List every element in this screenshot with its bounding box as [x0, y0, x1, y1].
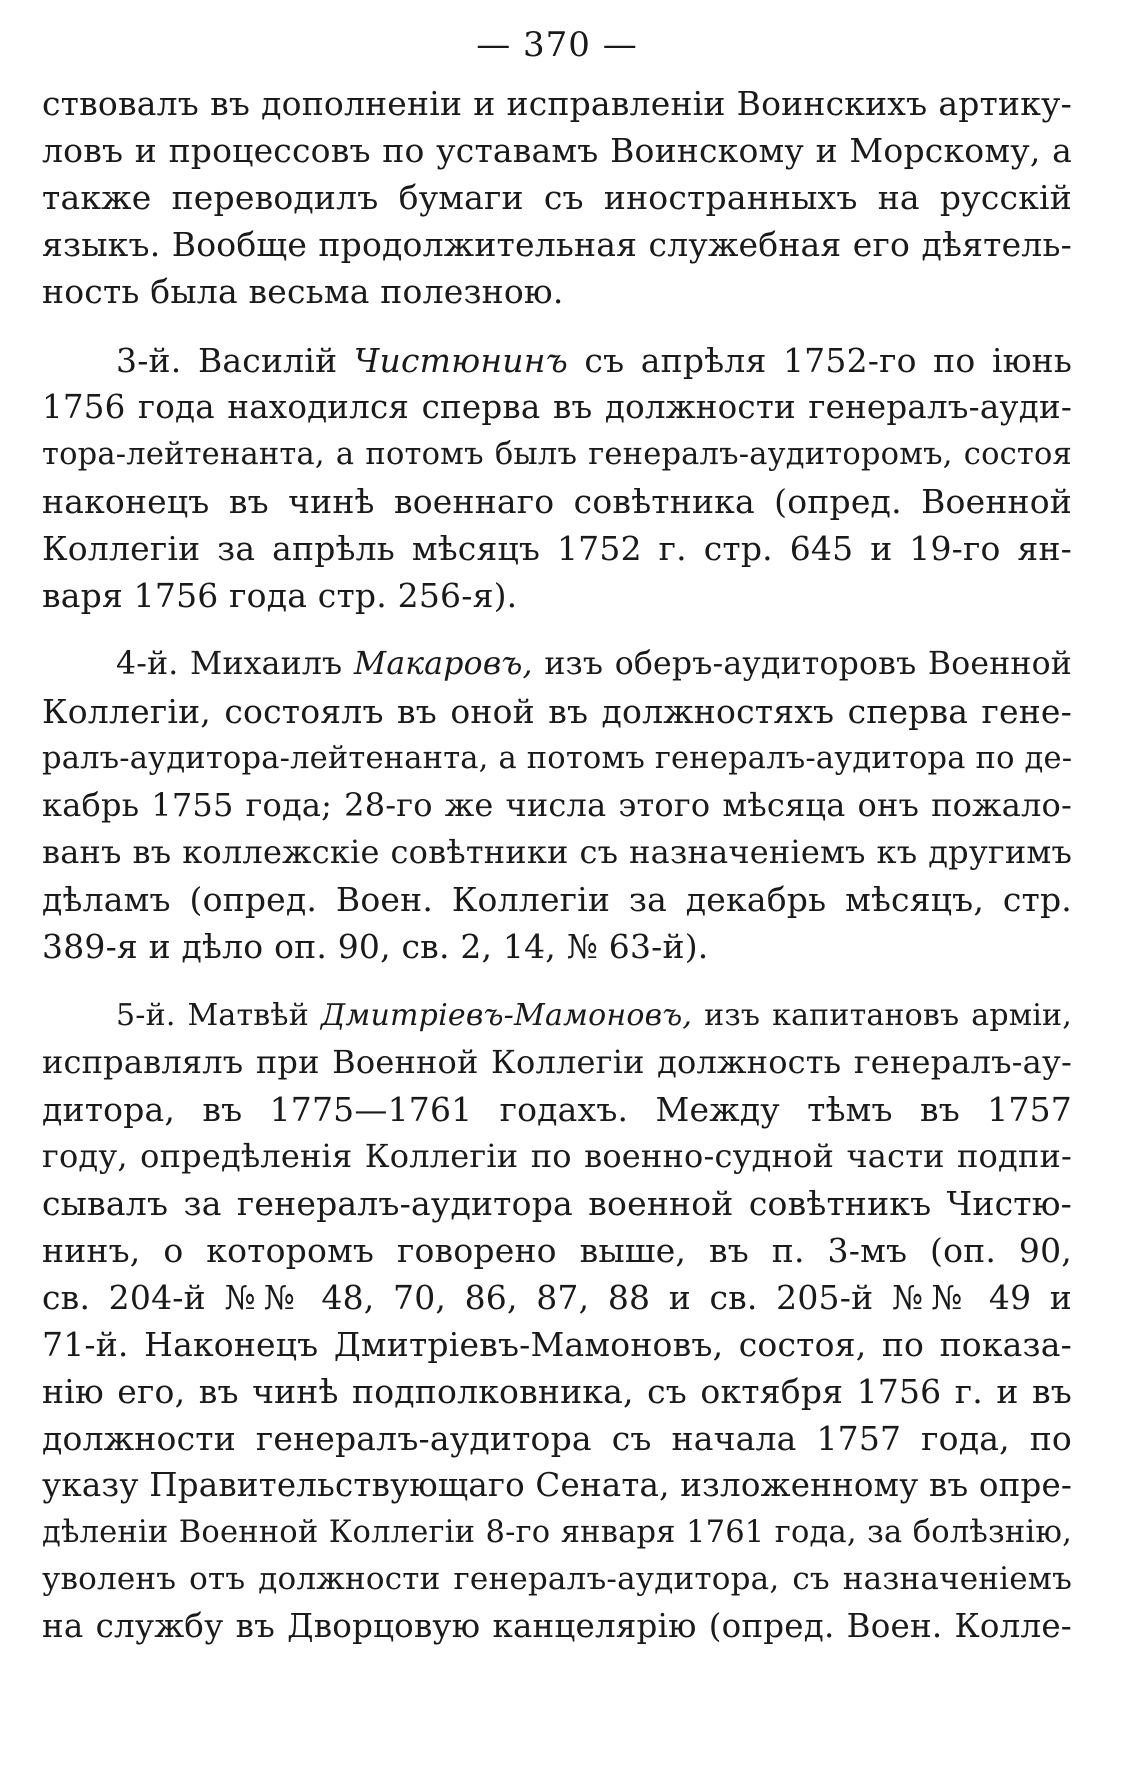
text-line: кабрь 1755 года; 28-го же числа этого мѣсяца онъ пожало- — [42, 786, 1072, 824]
text-line: ловъ и процессовъ по уставамъ Воинскому и Морскому, а — [42, 131, 1072, 170]
text-line: ствовалъ въ дополненіи и исправленіи Воинскихъ артику- — [42, 84, 1072, 123]
paragraph-3 — [42, 641, 1072, 970]
text-line: св. 204-й №№ 48, 70, 86, 87, 88 и св. 205-й №№ 49 и — [42, 1278, 1072, 1317]
text-line: наконецъ въ чинѣ военнаго совѣтника (опред. Военной — [42, 482, 1072, 521]
text-line: нинъ, о которомъ говорено выше, въ п. 3-мъ (оп. 90, — [42, 1231, 1072, 1270]
entry-number-and-given-name: 4-й. Михаилъ — [116, 646, 354, 682]
text-line-first — [42, 641, 1072, 688]
paragraph-2 — [42, 337, 1072, 619]
page-number: — 370 — — [476, 25, 638, 65]
first-line-rest: изъ капитановъ арміи, — [692, 998, 1072, 1033]
text-line: нію его, въ чинѣ подполковника, съ октября 1756 г. и въ — [42, 1372, 1072, 1411]
first-line-rest: съ апрѣля 1752-го по іюнь — [567, 341, 1073, 380]
text-line: ванъ въ коллежскіе совѣтники съ назначеніемъ къ другимъ — [42, 833, 1072, 871]
text-line: дѣленіи Военной Коллегіи 8-го января 1761 года, за болѣзнію, — [42, 1515, 1072, 1550]
text-line: также переводилъ бумаги съ иностранныхъ на русскій — [42, 178, 1072, 217]
first-line-rest: изъ оберъ-аудиторовъ Военной — [532, 646, 1072, 682]
text-line: ность была весьма полезною. — [42, 272, 564, 311]
text-line: варя 1756 года стр. 256-я). — [42, 576, 518, 615]
text-line: дѣламъ (опред. Воен. Коллегіи за декабрь мѣсяцъ, стр. — [42, 880, 1072, 919]
text-line: на службу въ Дворцовую канцелярію (опред. Воен. Колле- — [42, 1607, 1072, 1645]
text-line: году, опредѣленія Коллегіи по военно-судной части подпи- — [42, 1137, 1072, 1175]
surname-italic: Дмитріевъ-Мамоновъ, — [320, 998, 693, 1033]
text-line: ралъ-аудитора-лейтенанта, а потомъ генералъ-аудитора по де- — [42, 741, 1073, 776]
text-line: 389-я и дѣло оп. 90, св. 2, 14, № 63-й). — [42, 927, 709, 966]
text-line: должности генералъ-аудитора съ начала 1757 года, по — [42, 1419, 1072, 1458]
text-line-first — [42, 337, 1072, 384]
text-line-first — [42, 992, 1072, 1039]
paragraph-4 — [42, 992, 1072, 1650]
surname-italic: Чистюнинъ — [353, 341, 568, 380]
text-line: 1756 года находился сперва въ должности генералъ-ауди- — [42, 388, 1072, 426]
paragraph-1 — [42, 80, 1072, 315]
text-line: тора-лейтенанта, а потомъ былъ генералъ-аудиторомъ, состоя — [42, 437, 1072, 472]
entry-number-and-given-name: 5-й. Матвѣй — [116, 998, 321, 1033]
text-line: Коллегіи за апрѣль мѣсяцъ 1752 г. стр. 645 и 19-го ян- — [42, 529, 1072, 568]
document-page — [42, 25, 1073, 1672]
text-line: сывалъ за генералъ-аудитора военной совѣтникъ Чистю- — [42, 1184, 1072, 1223]
text-line: дитора, въ 1775—1761 годахъ. Между тѣмъ въ 1757 — [42, 1090, 1072, 1129]
text-line: 71-й. Наконецъ Дмитріевъ-Мамоновъ, состоя, по показа- — [42, 1325, 1072, 1364]
text-line: Коллегіи, состоялъ въ оной въ должностяхъ сперва гене- — [42, 692, 1072, 731]
text-line: уволенъ отъ должности генералъ-аудитора, съ назначеніемъ — [42, 1561, 1072, 1597]
surname-italic: Макаровъ, — [353, 646, 533, 682]
text-line: языкъ. Вообще продолжительная служебная его дѣятель- — [42, 225, 1072, 264]
entry-number-and-given-name: 3-й. Василій — [116, 341, 354, 380]
text-line: исправлялъ при Военной Коллегіи должность генералъ-ау- — [42, 1043, 1072, 1081]
text-line: указу Правительствующаго Сената, изложенному въ опре- — [42, 1466, 1073, 1504]
